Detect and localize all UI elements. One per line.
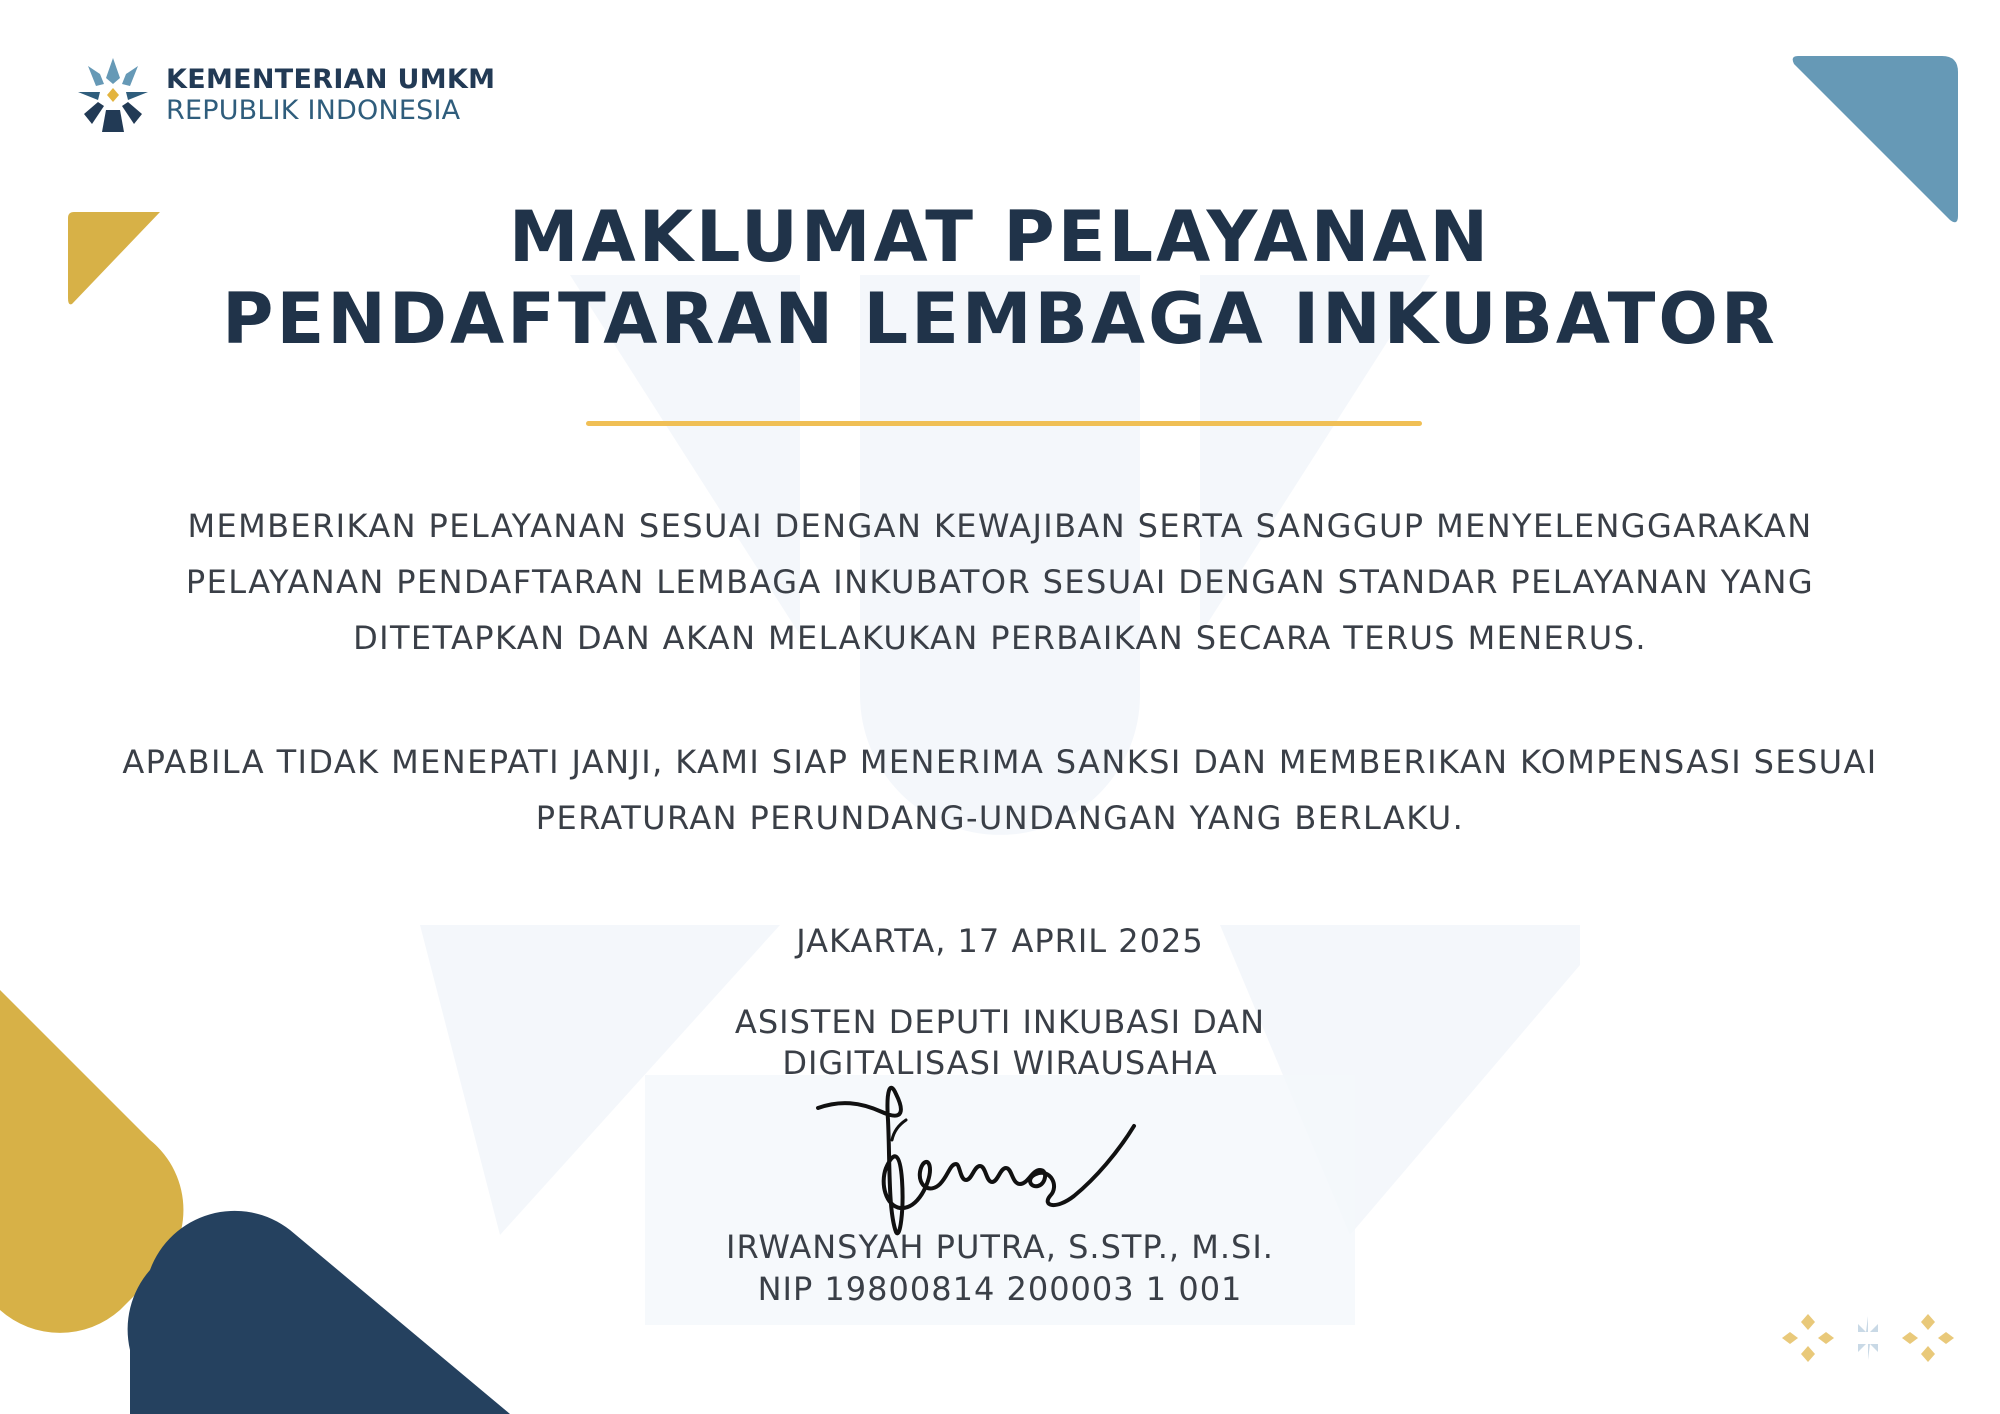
place-date: JAKARTA, 17 APRIL 2025 [796,922,1204,960]
org-name-line1: KEMENTERIAN UMKM [166,64,496,95]
document-title [0,196,2000,360]
signature-icon [800,1060,1180,1240]
commitment-paragraph: MEMBERIKAN PELAYANAN SESUAI DENGAN KEWAJIBAN SERTA SANGGUP MENYELENGGARAKAN PELAYANAN PENDAFTARAN LEMBAGA INKUBATOR SESUAI DENGAN STANDAR PELAYANAN YANG DITETAPKAN DAN AKAN MELAKUKAN PERBAIKAN SECARA TERUS MENERUS. [185,507,1815,657]
sanction-paragraph: APABILA TIDAK MENEPATI JANJI, KAMI SIAP MENERIMA SANKSI DAN MEMBERIKAN KOMPENSASI SESUAI PERATURAN PERUNDANG-UNDANGAN YANG BERLAKU. [122,743,1878,837]
title-divider [586,421,1422,426]
org-name-line2: REPUBLIK INDONESIA [166,95,461,126]
title-line1: MAKLUMAT PELAYANAN [508,196,1492,278]
signer-name: IRWANSYAH PUTRA, S.STP., M.SI. [726,1228,1274,1266]
ministry-logo [72,54,495,136]
position-line2: DIGITALISASI WIRAUSAHA [782,1044,1218,1082]
ministry-logo-icon [72,54,154,136]
diamond-ornament-icon [1780,1310,1960,1366]
position-line1: ASISTEN DEPUTI INKUBASI DAN [734,1003,1266,1041]
title-line2: PENDAFTARAN LEMBAGA INKUBATOR [222,278,1778,360]
signer-nip: NIP 19800814 200003 1 001 [757,1270,1243,1308]
